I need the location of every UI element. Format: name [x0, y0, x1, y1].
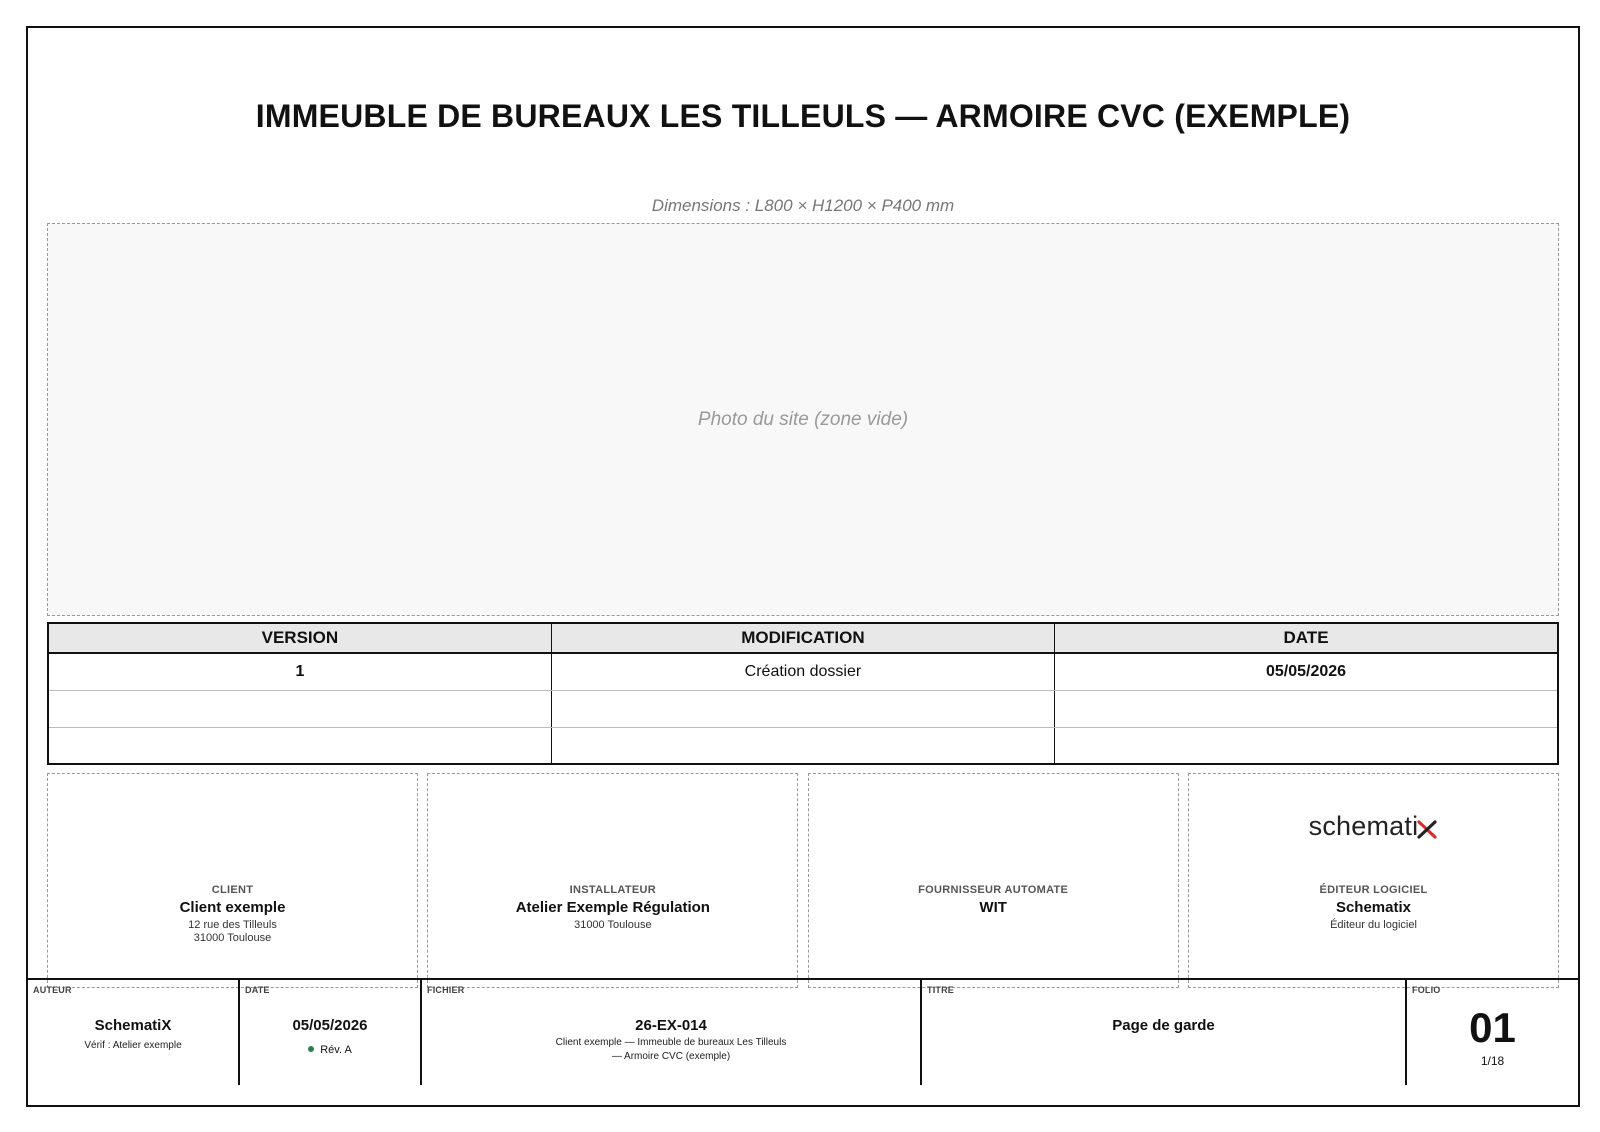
schematix-logo — [1189, 811, 1558, 842]
supplier-role-label: FOURNISSEUR AUTOMATE — [918, 884, 1069, 896]
tb-date-cell — [240, 980, 422, 1085]
table-row — [48, 653, 1558, 690]
revision-header-row — [48, 623, 1558, 653]
cabinet-dimensions: Dimensions : L800 × H1200 × P400 mm — [651, 196, 955, 215]
photo-placeholder-text: Photo du site (zone vide) — [697, 408, 909, 430]
supplier-card — [808, 773, 1179, 988]
site-photo-placeholder[interactable] — [47, 223, 1559, 616]
client-role-label: CLIENT — [211, 884, 254, 896]
cell-version: 1 — [48, 653, 551, 690]
client-address-street: 12 rue des Tilleuls — [188, 919, 277, 931]
revision-table — [47, 622, 1559, 765]
tb-author-label: AUTEUR — [33, 985, 72, 995]
editor-description: Éditeur du logiciel — [1330, 919, 1417, 931]
tb-title-cell — [922, 980, 1407, 1085]
cell-modification — [551, 690, 1054, 727]
cell-modification: Création dossier — [551, 653, 1054, 690]
editor-card — [1188, 773, 1559, 988]
tb-title-label: TITRE — [927, 985, 954, 995]
tb-file-value: 26-EX-014 — [635, 1017, 707, 1034]
client-name: Client exemple — [179, 899, 286, 916]
cell-date — [1055, 727, 1558, 764]
client-card — [47, 773, 418, 988]
logo-x-icon — [1416, 817, 1438, 839]
tb-author-cell — [28, 980, 240, 1085]
table-row — [48, 727, 1558, 764]
col-header-modification: MODIFICATION — [551, 623, 1054, 653]
installer-card — [427, 773, 798, 988]
tb-folio-label: FOLIO — [1412, 985, 1441, 995]
client-address-city: 31000 Toulouse — [193, 932, 272, 944]
tb-folio-count: 1/18 — [1480, 1054, 1505, 1068]
installer-address-city: 31000 Toulouse — [574, 919, 652, 931]
installer-role-label: INSTALLATEUR — [569, 884, 656, 896]
supplier-name: WIT — [979, 899, 1007, 916]
tb-folio-number: 01 — [1469, 1004, 1516, 1051]
tb-title-value: Page de garde — [1112, 1017, 1215, 1034]
tb-revision-text: Rév. A — [320, 1044, 352, 1056]
document-title: IMMEUBLE DE BUREAUX LES TILLEULS — ARMOIRE CVC (EXEMPLE) — [255, 98, 1351, 134]
col-header-date: DATE — [1055, 623, 1558, 653]
table-row — [48, 690, 1558, 727]
tb-file-cell — [422, 980, 922, 1085]
parties-section — [47, 773, 1559, 988]
logo-wordmark: schemati — [1308, 811, 1419, 841]
tb-file-description-1: Client exemple — Immeuble de bureaux Les Tilleuls — [555, 1037, 787, 1048]
tb-file-description-2: — Armoire CVC (exemple) — [611, 1051, 731, 1062]
cell-modification — [551, 727, 1054, 764]
editor-role-label: ÉDITEUR LOGICIEL — [1319, 884, 1428, 896]
tb-revision — [240, 1044, 420, 1056]
tb-verification: Vérif : Atelier exemple — [84, 1040, 182, 1051]
installer-name: Atelier Exemple Régulation — [515, 899, 710, 916]
cell-date — [1055, 690, 1558, 727]
revision-status-dot-icon — [308, 1046, 314, 1052]
col-header-version: VERSION — [48, 623, 551, 653]
tb-date-label: DATE — [245, 985, 270, 995]
cell-version — [48, 727, 551, 764]
cell-date: 05/05/2026 — [1055, 653, 1558, 690]
tb-author-value: SchematiX — [94, 1017, 172, 1034]
cell-version — [48, 690, 551, 727]
editor-name: Schematix — [1335, 899, 1411, 916]
tb-date-value: 05/05/2026 — [292, 1017, 368, 1034]
drawing-sheet — [26, 26, 1580, 1107]
title-block — [28, 978, 1578, 1085]
tb-file-label: FICHIER — [427, 985, 465, 995]
tb-folio-cell — [1407, 980, 1578, 1085]
